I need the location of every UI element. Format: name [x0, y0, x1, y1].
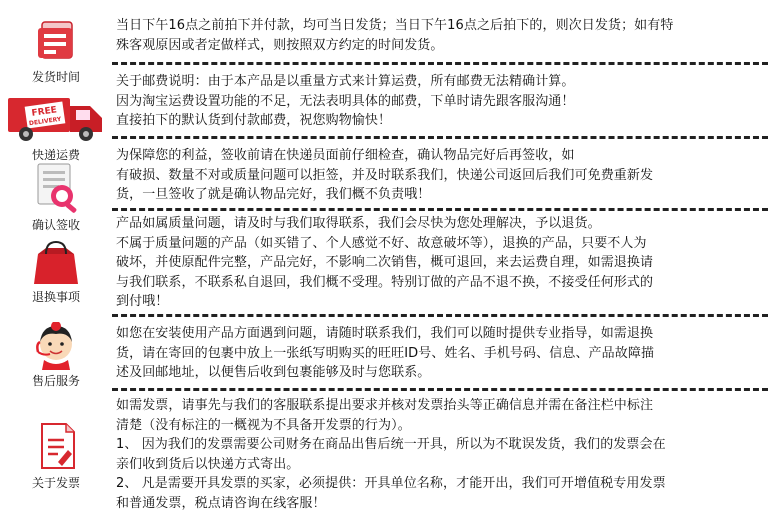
- text-line: 1、 因为我们的发票需要公司财务在商品出售后统一开具，所以为不耽误发货，我们的发票会在: [116, 435, 764, 455]
- section-confirm-receipt: [116, 146, 764, 205]
- sidebar-item-label: 退换事项: [0, 288, 112, 305]
- sidebar-item-label: 发货时间: [0, 68, 112, 85]
- section-shipping-fee: [116, 72, 764, 131]
- divider: [112, 314, 768, 317]
- free-delivery-truck-icon: [4, 92, 108, 144]
- text-line: 清楚（没有标注的一概视为不具备开发票的行为）。: [116, 416, 764, 436]
- text-line: 与我们联系，不联系私自退回，我们概不受理。特别订做的产品不退不换，不接受任何形式的: [116, 273, 764, 293]
- text-line: 产品如属质量问题，请及时与我们取得联系，我们会尽快为您处理解决，予以退货。: [116, 214, 764, 234]
- confirm-receipt-icon: [26, 160, 86, 214]
- sidebar-item-label: 快递运费: [0, 146, 112, 163]
- truck-free-text: FREE: [31, 105, 58, 118]
- sidebar: [0, 0, 112, 510]
- text-line: 有破损、数量不对或质量问题可以拒签，并及时联系我们，快递公司返回后我们可免费重新发: [116, 166, 764, 186]
- text-line: 货，一旦签收了就是确认物品完好，我们概不负责哦！: [116, 185, 764, 205]
- text-line: 因为淘宝运费设置功能的不足，无法表明具体的邮费，下单时请先跟客服沟通！: [116, 92, 764, 112]
- sidebar-item-returns: [0, 240, 112, 305]
- sidebar-item-confirm-receipt: [0, 160, 112, 233]
- text-line: 亲们收到货后以快递方式寄出。: [116, 455, 764, 475]
- text-line: 述及回邮地址，以便售后收到包裹能够及时与您联系。: [116, 363, 764, 383]
- text-line: 不属于质量问题的产品（如买错了、个人感觉不好、故意破坏等），退换的产品，只要不人为: [116, 234, 764, 254]
- text-line: 直接拍下的默认货到付款邮费，祝您购物愉快！: [116, 111, 764, 131]
- truck-delivery-text: DELIVERY: [29, 116, 63, 128]
- text-line: 关于邮费说明：由于本产品是以重量方式来计算运费，所有邮费无法精确计算。: [116, 72, 764, 92]
- divider: [112, 136, 768, 139]
- sidebar-item-shipping-fee: [0, 92, 112, 163]
- text-line: 和普通发票，税点请咨询在线客服！: [116, 494, 764, 513]
- section-shipping-time: [116, 16, 764, 55]
- sidebar-item-invoice: [0, 420, 112, 491]
- sidebar-item-after-sales: [0, 322, 112, 389]
- divider: [112, 208, 768, 211]
- invoice-icon: [28, 420, 84, 472]
- text-line: 如需发票，请事先与我们的客服联系提出要求并核对发票抬头等正确信息并需在备注栏中标注: [116, 396, 764, 416]
- section-after-sales: [116, 324, 764, 383]
- text-line: 殊客观原因或者定做样式，则按照双方约定的时间发货。: [116, 36, 764, 56]
- text-line: 2、 凡是需要开具发票的买家，必须提供：开具单位名称，才能开出，我们可开增值税专用发票: [116, 474, 764, 494]
- sidebar-item-label: 关于发票: [0, 474, 112, 491]
- text-line: 为保障您的利益，签收前请在快递员面前仔细检查，确认物品完好后再签收，如: [116, 146, 764, 166]
- shopping-bag-icon: [28, 240, 84, 286]
- shipping-time-icon: [28, 16, 84, 66]
- sidebar-item-label: 确认签收: [0, 216, 112, 233]
- divider: [112, 62, 768, 65]
- text-line: 破坏，并使原配件完整，产品完好，不影响二次销售，概可退回，来去运费自理，如需退换请: [116, 253, 764, 273]
- text-line: 如您在安装使用产品方面遇到问题，请随时联系我们，我们可以随时提供专业指导，如需退换: [116, 324, 764, 344]
- sidebar-item-shipping-time: [0, 16, 112, 85]
- divider: [112, 388, 768, 391]
- text-line: 货，请在寄回的包裹中放上一张纸写明购买的旺旺ID号、姓名、手机号码、信息、产品故障描: [116, 344, 764, 364]
- sidebar-item-label: 售后服务: [0, 372, 112, 389]
- section-invoice: [116, 396, 764, 513]
- customer-service-icon: [28, 322, 84, 370]
- text-line: 当日下午16点之前拍下并付款，均可当日发货；当日下午16点之后拍下的，则次日发货；如有特: [116, 16, 764, 36]
- section-returns: [116, 214, 764, 312]
- text-line: 到付哦！: [116, 292, 764, 312]
